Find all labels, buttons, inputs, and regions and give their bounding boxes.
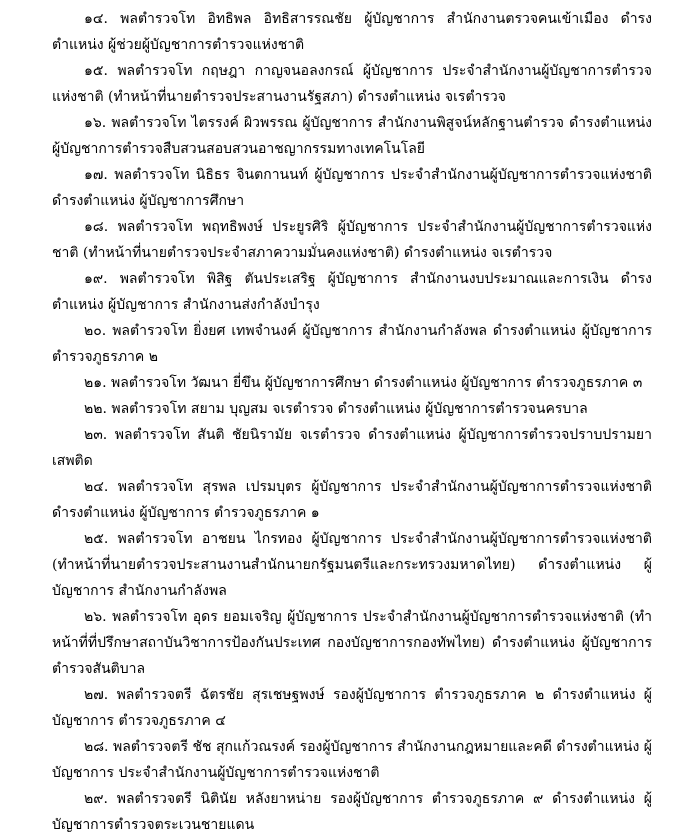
entry-number: ๒๓.	[84, 427, 108, 443]
entry-text: พลตำรวจโท ยิ่งยศ เทพจำนงค์ ผู้บัญชาการ สำนักงานกำลังพล ดำรงตำแหน่ง ผู้บัญชาการ ตำรวจภูธรภาค ๒	[52, 323, 652, 365]
appointment-entry	[52, 786, 652, 838]
entry-number: ๑๙.	[84, 271, 108, 287]
entry-number: ๑๔.	[84, 11, 108, 27]
appointment-entry	[52, 58, 652, 110]
appointment-entry	[52, 110, 652, 162]
entry-number: ๒๘.	[84, 739, 109, 755]
entry-number: ๒๔.	[84, 479, 109, 495]
appointment-entry	[52, 162, 652, 214]
entry-text: พลตำรวจโท อุดร ยอมเจริญ ผู้บัญชาการ ประจำสำนักงานผู้บัญชาการตำรวจแห่งชาติ (ทำหน้าที่ที่ปรึกษาสถาบันวิชาการป้องกันประเทศ กองบัญชาการกองทัพไทย) ดำรงตำแหน่ง ผู้บัญชาการตำรวจสันติบาล	[52, 609, 653, 677]
entry-text: พลตำรวจโท พิสิฐ ตันประเสริฐ ผู้บัญชาการ สำนักงานงบประมาณและการเงิน ดำรงตำแหน่ง ผู้บัญชาการ สำนักงานส่งกำลังบำรุง	[52, 271, 653, 313]
entry-number: ๒๙.	[84, 791, 108, 807]
entry-number: ๒๒.	[84, 401, 107, 417]
appointment-entry	[52, 422, 652, 474]
entry-text: พลตำรวจโท สุรพล เปรมบุตร ผู้บัญชาการ ประจำสำนักงานผู้บัญชาการตำรวจแห่งชาติ ดำรงตำแหน่ง ผู้บัญชาการ ตำรวจภูธรภาค ๑	[52, 479, 652, 521]
entry-text: พลตำรวจโท วัฒนา ยี่ขึน ผู้บัญชาการศึกษา ดำรงตำแหน่ง ผู้บัญชาการ ตำรวจภูธรภาค ๓	[111, 375, 643, 391]
appointment-entry	[52, 214, 652, 266]
entry-number: ๑๖.	[84, 115, 107, 131]
appointment-entry	[52, 266, 652, 318]
entry-text: พลตำรวจตรี นิตินัย หลังยาหน่าย รองผู้บัญชาการ ตำรวจภูธรภาค ๙ ดำรงตำแหน่ง ผู้บัญชาการตำรวจตระเวนชายแดน	[52, 791, 653, 833]
entry-number: ๒๖.	[84, 609, 107, 625]
appointment-entry	[52, 682, 652, 734]
entry-number: ๒๕.	[84, 531, 109, 547]
appointment-entry	[52, 474, 652, 526]
entry-text: พลตำรวจโท อิทธิพล อิทธิสารรณชัย ผู้บัญชาการ สำนักงานตรวจคนเข้าเมือง ดำรงตำแหน่ง ผู้ช่วยผู้บัญชาการตำรวจแห่งชาติ	[52, 11, 652, 53]
appointment-entry	[52, 604, 652, 682]
appointment-entry	[52, 318, 652, 370]
entry-number: ๑๗.	[84, 167, 108, 183]
entry-number: ๒๐.	[84, 323, 107, 339]
entry-number: ๒๑.	[84, 375, 107, 391]
entry-number: ๑๘.	[84, 219, 109, 235]
appointment-entry	[52, 6, 652, 58]
entry-text: พลตำรวจโท นิธิธร จินตกานนท์ ผู้บัญชาการ ประจำสำนักงานผู้บัญชาการตำรวจแห่งชาติ ดำรงตำแหน่ง ผู้บัญชาการศึกษา	[52, 167, 652, 209]
entry-text: พลตำรวจโท พฤทธิพงษ์ ประยูรศิริ ผู้บัญชาการ ประจำสำนักงานผู้บัญชาการตำรวจแห่งชาติ (ทำหน้าที่นายตำรวจประจำสภาความมั่นคงแห่งชาติ) ดำรงตำแหน่ง จเรตำรวจ	[52, 219, 652, 261]
entry-text: พลตำรวจโท อาชยน ไกรทอง ผู้บัญชาการ ประจำสำนักงานผู้บัญชาการตำรวจแห่งชาติ (ทำหน้าที่นายตำรวจประสานงานสำนักนายกรัฐมนตรีและกระทรวงมหาดไทย) ดำรงตำแหน่ง ผู้บัญชาการ สำนักงานกำลังพล	[52, 531, 653, 599]
entry-text: พลตำรวจโท สันติ ชัยนิรามัย จเรตำรวจ ดำรงตำแหน่ง ผู้บัญชาการตำรวจปราบปรามยาเสพติด	[52, 427, 652, 469]
entry-number: ๑๕.	[84, 63, 108, 79]
entry-text: พลตำรวจโท กฤษฎา กาญจนอลงกรณ์ ผู้บัญชาการ ประจำสำนักงานผู้บัญชาการตำรวจแห่งชาติ (ทำหน้าที่นายตำรวจประสานงานรัฐสภา) ดำรงตำแหน่ง จเรตำรวจ	[52, 63, 652, 105]
entry-text: พลตำรวจตรี ฉัตรชัย สุรเชษฐพงษ์ รองผู้บัญชาการ ตำรวจภูธรภาค ๒ ดำรงตำแหน่ง ผู้บัญชาการ ตำรวจภูธรภาค ๔	[52, 687, 652, 729]
appointment-entry	[52, 396, 652, 422]
entry-text: พลตำรวจตรี ชัช สุกแก้วณรงค์ รองผู้บัญชาการ สำนักงานกฎหมายและคดี ดำรงตำแหน่ง ผู้บัญชาการ ประจำสำนักงานผู้บัญชาการตำรวจแห่งชาติ	[52, 739, 653, 781]
appointment-entry	[52, 526, 652, 604]
appointment-entry	[52, 734, 652, 786]
entry-number: ๒๗.	[84, 687, 109, 703]
entry-text: พลตำรวจโท ไตรรงค์ ผิวพรรณ ผู้บัญชาการ สำนักงานพิสูจน์หลักฐานตำรวจ ดำรงตำแหน่ง ผู้บัญชาการตำรวจสืบสวนสอบสวนอาชญากรรมทางเทคโนโลยี	[52, 115, 652, 157]
entry-text: พลตำรวจโท สยาม บุญสม จเรตำรวจ ดำรงตำแหน่ง ผู้บัญชาการตำรวจนครบาล	[111, 401, 588, 417]
appointment-entry	[52, 370, 652, 396]
